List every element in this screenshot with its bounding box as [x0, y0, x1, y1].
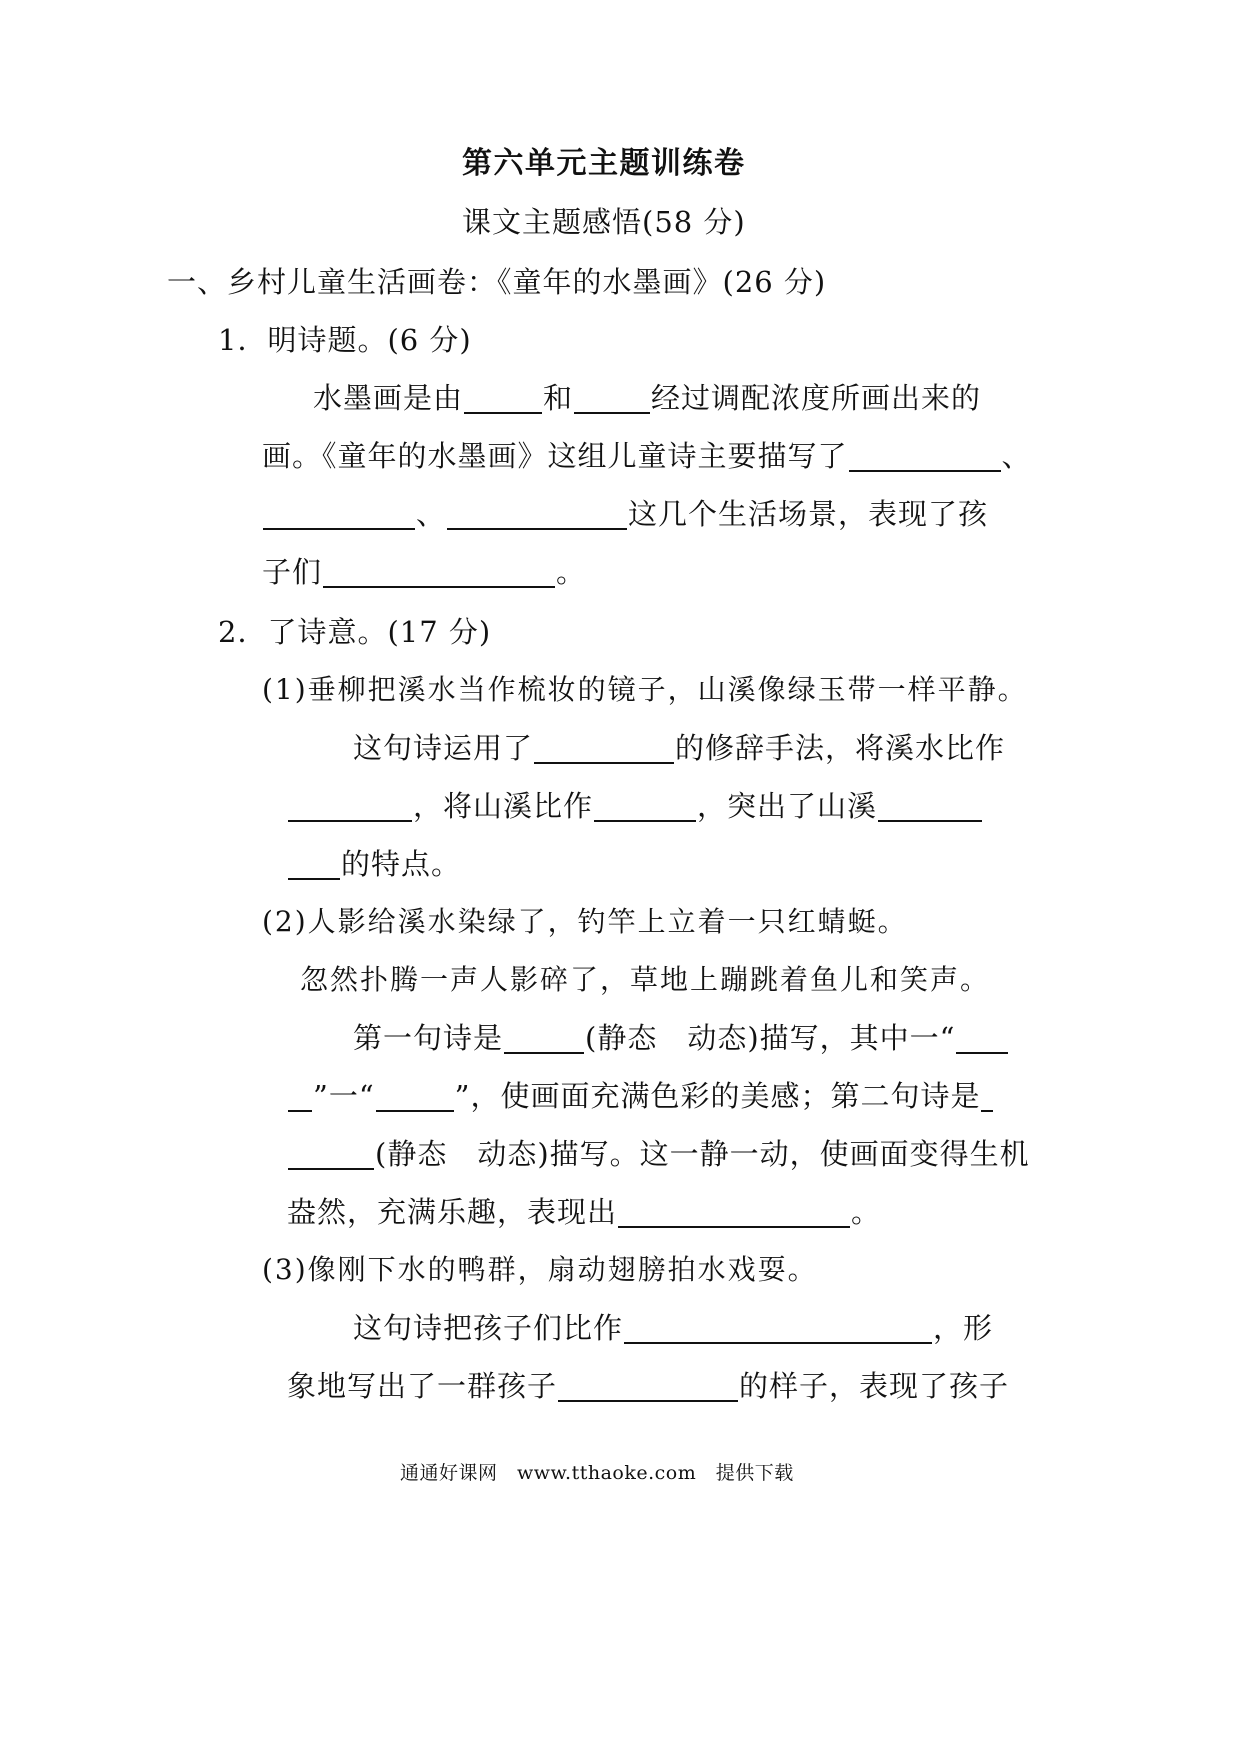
q2-2-line-1 [353, 1018, 1009, 1058]
q2-text: 这句诗运用了 [353, 731, 534, 765]
q2-text: 第一句诗是 [353, 1021, 504, 1055]
q2-text: 的修辞手法，将溪水比作 [675, 731, 1006, 765]
answer-blank[interactable] [288, 1080, 312, 1112]
q1-line-1 [313, 378, 981, 418]
q1-text: 和 [543, 381, 574, 415]
q2-poem-2b: 忽然扑腾一声人影碎了，草地上蹦跳着鱼儿和笑声。 [300, 963, 991, 996]
q2-1-line-2 [287, 786, 983, 826]
q1-text: 这几个生活场景，表现了孩 [628, 497, 989, 531]
q1-line-2 [262, 436, 1032, 476]
answer-blank[interactable] [624, 1312, 932, 1344]
q2-text: ，形 [933, 1311, 994, 1345]
page-subtitle: 课文主题感悟(58 分) [462, 205, 746, 239]
q2-text: 这句诗把孩子们比作 [353, 1311, 624, 1345]
q2-text: ，将山溪比作 [413, 789, 594, 823]
q1-text: 画。《童年的水墨画》这组儿童诗主要描写了 [262, 439, 848, 473]
q2-text: (静态 动态)描写，其中一“ [585, 1021, 956, 1055]
q2-text: 的样子，表现了孩子 [739, 1369, 1010, 1403]
q2-poem-1: (1)垂柳把溪水当作梳妆的镜子，山溪像绿玉带一样平静。 [262, 673, 1028, 706]
answer-blank[interactable] [558, 1370, 738, 1402]
q1-text: 、 [416, 497, 447, 531]
answer-blank[interactable] [323, 556, 555, 588]
q2-text: ”一“ [313, 1079, 375, 1113]
answer-blank[interactable] [263, 498, 415, 530]
answer-blank[interactable] [878, 790, 982, 822]
page-title: 第六单元主题训练卷 [462, 146, 746, 181]
answer-blank[interactable] [288, 848, 340, 880]
q1-text: 、 [1001, 439, 1032, 473]
answer-blank[interactable] [288, 790, 412, 822]
answer-blank[interactable] [534, 732, 674, 764]
q2-text: 盎然，充满乐趣，表现出 [287, 1195, 618, 1229]
q2-poem-2a: (2)人影给溪水染绿了，钓竿上立着一只红蜻蜓。 [262, 905, 908, 938]
answer-blank[interactable] [849, 440, 1001, 472]
section-heading: 一、乡村儿童生活画卷：《童年的水墨画》(26 分) [167, 265, 827, 299]
answer-blank[interactable] [594, 790, 696, 822]
q2-3-line-1 [353, 1308, 993, 1348]
q1-line-3 [262, 494, 988, 534]
question-1-heading: 1．明诗题。(6 分) [218, 323, 472, 357]
answer-blank[interactable] [447, 498, 627, 530]
q2-1-line-3 [287, 844, 461, 884]
answer-blank[interactable] [376, 1080, 454, 1112]
q1-text: 。 [556, 555, 587, 589]
q1-line-4 [262, 552, 586, 592]
q2-poem-3: (3)像刚下水的鸭群，扇动翅膀拍水戏耍。 [262, 1253, 818, 1286]
q2-2-line-2 [287, 1076, 994, 1116]
q2-text: 。 [851, 1195, 882, 1229]
q2-text: ，突出了山溪 [697, 789, 878, 823]
q2-text: ”，使画面充满色彩的美感；第二句诗是 [454, 1079, 981, 1113]
answer-blank[interactable] [288, 1138, 374, 1170]
answer-blank[interactable] [504, 1022, 584, 1054]
answer-blank[interactable] [464, 382, 542, 414]
answer-blank[interactable] [618, 1196, 850, 1228]
answer-blank[interactable] [574, 382, 650, 414]
q2-text: (静态 动态)描写。这一静一动，使画面变得生机 [375, 1137, 1030, 1171]
q2-text: 的特点。 [341, 847, 462, 881]
answer-blank[interactable] [981, 1080, 993, 1112]
q1-text: 水墨画是由 [313, 381, 464, 415]
page-footer: 通通好课网 www.tthaoke.com 提供下载 [400, 1462, 794, 1484]
q1-text: 子们 [262, 555, 323, 589]
q2-1-line-1 [353, 728, 1005, 768]
q2-text: 象地写出了一群孩子 [287, 1369, 558, 1403]
q2-2-line-3 [287, 1134, 1030, 1174]
q2-3-line-2 [287, 1366, 1009, 1406]
q1-text: 经过调配浓度所画出来的 [651, 381, 982, 415]
q2-2-line-4 [287, 1192, 881, 1232]
answer-blank[interactable] [956, 1022, 1008, 1054]
question-2-heading: 2．了诗意。(17 分) [218, 615, 492, 649]
